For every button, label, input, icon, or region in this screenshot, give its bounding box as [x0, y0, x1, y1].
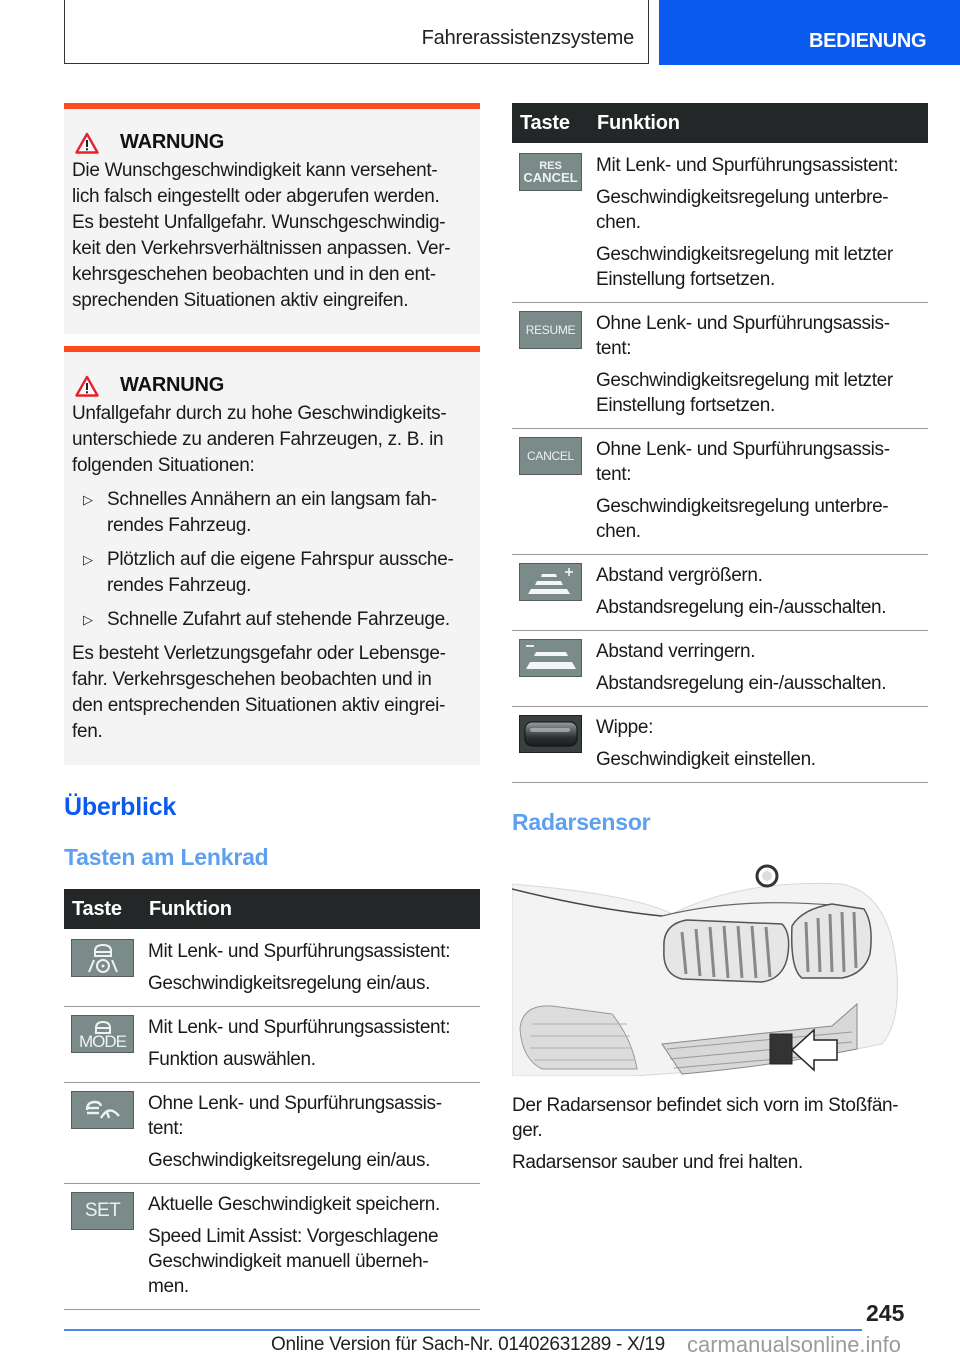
row-text: Abstand verringern.: [596, 641, 756, 662]
subsection-heading-buttons: Tasten am Lenkrad: [64, 844, 269, 870]
right-column: [512, 103, 928, 1175]
row-text: Mit Lenk- und Spurführungsassistent:: [596, 155, 899, 176]
car-front-radar-illustration: [512, 854, 902, 1076]
distance-decrease-icon: [519, 639, 582, 677]
list-item: ▷ Plötzlich auf die eigene Fahrspur ausschе- rendes Fahrzeug.: [83, 549, 454, 596]
steering-wheel-buttons-table: [64, 889, 480, 1310]
row-text: Abstandsregelung ein-/ausschalten.: [596, 673, 887, 694]
table-row: [512, 303, 928, 429]
column-header-key: Taste: [520, 111, 570, 134]
row-text: Aktuelle Geschwindigkeit speichern.: [148, 1194, 440, 1215]
online-version-note: Online Version für Sach-Nr. 01402631289 - X/19: [271, 1334, 665, 1355]
warning-outro: Es besteht Verletzungsgefahr oder Lebensge- fahr. Verkehrsgeschehen beobachten und in den entsprechenden Situationen aktiv eingrei- fen.: [72, 643, 446, 742]
triangle-bullet-icon: ▷: [83, 552, 93, 567]
row-text: Mit Lenk- und Spurführungsassistent:: [148, 941, 451, 962]
warning-triangle-icon: [75, 375, 99, 397]
column-header-function: Funktion: [597, 111, 680, 134]
column-header-key: Taste: [72, 897, 122, 920]
row-text: Geschwindigkeitsregelung unterbre- chen.: [596, 496, 889, 542]
table-row: [512, 429, 928, 555]
table-row: [64, 1007, 480, 1083]
watermark: carmanualsonline.info: [687, 1332, 902, 1357]
list-item: ▷ Schnelles Annähern an ein langsam fah- rendes Fahrzeug.: [83, 489, 437, 536]
res-cancel-icon: RES CANCEL: [519, 153, 582, 191]
steering-assist-icon: [71, 939, 134, 977]
section-heading-radar: Radarsensor: [512, 809, 651, 835]
row-text: Mit Lenk- und Spurführungsassistent:: [148, 1017, 451, 1038]
row-text: Speed Limit Assist: Vorgeschlagene Geschwindigkeit manuell überneh- men.: [148, 1226, 439, 1297]
row-text: Funktion auswählen.: [148, 1049, 316, 1070]
footer-divider: [64, 1329, 862, 1331]
table-row: [64, 1184, 480, 1310]
distance-increase-icon: [519, 563, 582, 601]
table-row: [64, 1083, 480, 1184]
table-row: [512, 143, 928, 303]
section-heading-overview: Überblick: [64, 793, 177, 821]
triangle-bullet-icon: ▷: [83, 492, 93, 507]
section-title: Fahrerassistenzsysteme: [421, 27, 634, 49]
row-text: Abstand vergrößern.: [596, 565, 763, 586]
radar-text: Radarsensor sauber und frei halten.: [512, 1152, 803, 1173]
steering-wheel-buttons-table-continued: [512, 103, 928, 783]
page-number: 245: [866, 1300, 905, 1326]
warning-text: Die Wunschgeschwindigkeit kann versehent- lich falsch eingestellt oder abgerufen werden. Es besteht Unfallgefahr. Wunschgeschwindig- keit den Verkehrsverhältnissen anpassen. Ver- kehrsgeschehen beobachten und in den ent- sprechenden Situationen aktiv eingreifen.: [72, 160, 451, 311]
set-icon: SET: [71, 1192, 134, 1230]
header-section-tab: [64, 0, 649, 64]
left-column: [64, 103, 480, 1310]
row-text: Abstandsregelung ein-/ausschalten.: [596, 597, 887, 618]
row-text: Geschwindigkeitsregelung ein/aus.: [148, 1150, 431, 1171]
chapter-title: BEDIENUNG: [809, 30, 927, 52]
row-text: Geschwindigkeitsregelung mit letzter Einstellung fortsetzen.: [596, 244, 893, 290]
warning-bullet-list: [72, 487, 472, 633]
row-text: Geschwindigkeitsregelung ein/aus.: [148, 973, 431, 994]
row-text: Geschwindigkeitsregelung mit letzter Einstellung fortsetzen.: [596, 370, 893, 416]
list-item: ▷ Schnelle Zufahrt auf stehende Fahrzeuge.: [72, 607, 472, 633]
warning-triangle-icon: [75, 132, 99, 154]
row-text: Ohne Lenk- und Spurführungsassis- tent:: [596, 439, 890, 485]
header-chapter-tab: [659, 0, 960, 65]
row-text: Geschwindigkeit einstellen.: [596, 749, 816, 770]
warning-intro: Unfallgefahr durch zu hohe Geschwindigkeits- unterschiede zu anderen Fahrzeugen, z. B. in folgenden Situationen:: [72, 403, 447, 476]
mode-icon: MODE: [71, 1015, 134, 1053]
cruise-control-icon: [71, 1091, 134, 1129]
table-header-row: [512, 103, 928, 143]
row-text: Geschwindigkeitsregelung unterbre- chen.: [596, 187, 889, 233]
warning-box-2: [64, 346, 480, 765]
resume-icon: RESUME: [519, 311, 582, 349]
warning-title: WARNUNG: [120, 131, 225, 153]
column-header-function: Funktion: [149, 897, 232, 920]
row-text: Ohne Lenk- und Spurführungsassis- tent:: [148, 1093, 442, 1139]
row-text: Wippe:: [596, 717, 654, 738]
triangle-bullet-icon: ▷: [83, 612, 93, 627]
cancel-icon: CANCEL: [519, 437, 582, 475]
rocker-switch-icon: [519, 715, 582, 753]
table-row: [64, 929, 480, 1007]
warning-title: WARNUNG: [120, 374, 225, 396]
table-header-row: [64, 889, 480, 929]
table-row: [512, 555, 928, 631]
row-text: Ohne Lenk- und Spurführungsassis- tent:: [596, 313, 890, 359]
table-row: [512, 631, 928, 707]
radar-text: Der Radarsensor befindet sich vorn im Stoßfän- ger.: [512, 1095, 899, 1141]
radar-description: [512, 1093, 928, 1175]
warning-box-1: [64, 103, 480, 334]
table-row: [512, 707, 928, 783]
